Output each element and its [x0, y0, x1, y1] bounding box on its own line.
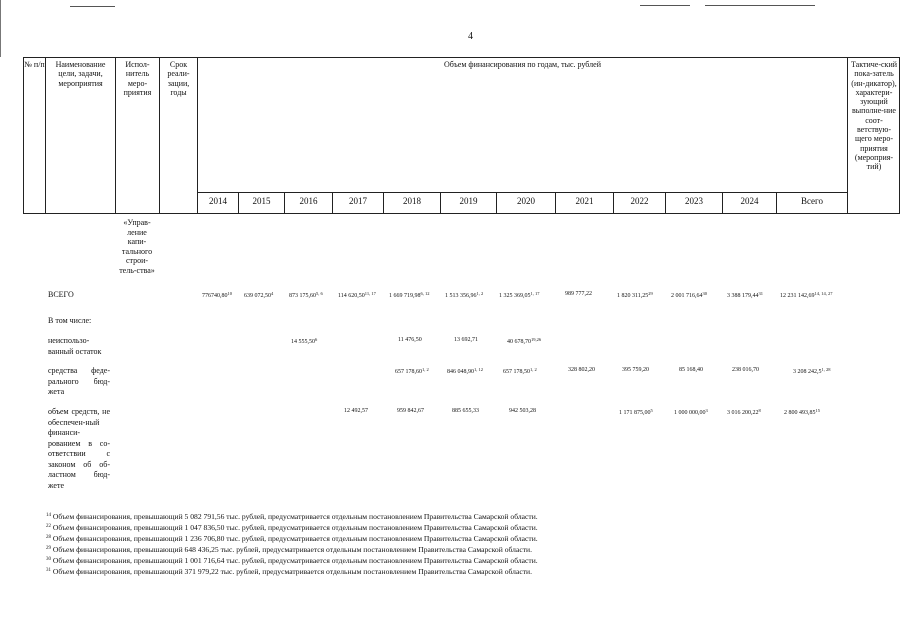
total-2024: 3 388 179,44$^{31}$ — [727, 291, 763, 299]
grid-v6 — [899, 57, 900, 214]
year-2023: 2023 — [685, 196, 703, 206]
federal-total: 3 208 242,5$^{1, 28}$ — [793, 367, 831, 375]
federal-2023: 85 168,40 — [679, 367, 703, 373]
federal-2021: 328 802,20 — [568, 367, 595, 373]
grid-v0 — [23, 57, 24, 214]
row-label-federal: средства феде-рального бюд-жета — [48, 366, 110, 396]
year-2019: 2019 — [459, 196, 478, 206]
total-2019: 1 513 356,96$^{1, 2}$ — [445, 291, 484, 299]
row-label-including: В том числе: — [48, 316, 92, 325]
total-2021: 989 777,22 — [565, 291, 592, 297]
header-volume: Объем финансирования по годам, тыс. рублей — [444, 60, 601, 69]
unsecured-2019: 885 655,33 — [452, 408, 479, 414]
footnotes — [46, 511, 538, 577]
federal-2019: 846 048,90$^{1, 12}$ — [447, 367, 483, 375]
unsecured-2017: 12 492,57 — [344, 408, 368, 414]
footnote: $^{28}$ Объем финансирования, превышающий 1 236 706,80 тыс. рублей, предусматривается отдельным постановлением Правительства Самарской области. — [46, 534, 538, 543]
row-label-unsecured: объем средств, не обеспечен-ный финанси-рованием в со-ответствии с законом об об-ластном бюд-жете — [48, 407, 110, 490]
footnote: $^{30}$ Объем финансирования, превышающий 1 001 716,64 тыс. рублей, предусматривается отдельным постановлением Правительства Самарской области. — [46, 556, 538, 565]
year-2015: 2015 — [252, 196, 271, 206]
header-indicator: Тактиче-ский пока-затель (ин-дикатор), характери-зующий выполне-ние соот-ветствую-щего меро-приятия (мероприя-тий) — [850, 60, 898, 172]
year-2022: 2022 — [630, 196, 649, 206]
total-2016: 873 175,60$^{5, 6}$ — [289, 291, 323, 299]
grid-v4 — [197, 57, 198, 214]
unsecured-2024: 3 016 200,22$^8$ — [727, 408, 761, 416]
year-2016: 2016 — [299, 196, 318, 206]
unsecured-2018: 959 842,67 — [397, 408, 424, 414]
year-2024: 2024 — [740, 196, 759, 206]
total-2017: 114 620,50$^{11, 17}$ — [338, 291, 376, 299]
year-total: Всего — [800, 196, 824, 206]
total-2014: 776740,80$^{10}$ — [202, 291, 232, 299]
footnote: $^{29}$ Объем финансирования, превышающий 648 436,25 тыс. рублей, предусматривается отдельным постановлением Правительства Самарской области. — [46, 545, 532, 554]
grid-bottom — [23, 213, 900, 214]
federal-2018: 657 178,60$^{1, 2}$ — [395, 367, 429, 375]
header-executor: Испол-нитель меро-приятия — [123, 60, 152, 97]
unsecured-2023: 1 000 000,00$^3$ — [674, 408, 708, 416]
total-2023: 2 001 716,64$^{30}$ — [671, 291, 707, 299]
unsecured-total: 2 800 493,85$^{15}$ — [784, 408, 820, 416]
grid-v3 — [159, 57, 160, 214]
year-2014: 2014 — [209, 196, 227, 206]
executor-name: «Управ-ление капи-тального строи-тель-ства» — [119, 218, 155, 275]
total-2015: 639 072,50$^4$ — [244, 291, 274, 299]
total-all: 12 231 142,69$^{14, 14, 27}$ — [780, 291, 833, 299]
header-number: № п/п — [24, 60, 45, 69]
row-label-total: ВСЕГО — [48, 290, 74, 299]
grid-v2 — [115, 57, 116, 214]
unsecured-2020: 942 503,28 — [509, 408, 536, 414]
footnote: $^{22}$ Объем финансирования, превышающий 1 047 836,50 тыс. рублей, предусматривается отдельным постановлением Правительства Самарской области. — [46, 523, 538, 532]
unused-2019: 13 692,71 — [454, 337, 478, 343]
top-rule-right — [640, 5, 690, 6]
federal-2020: 657 178,50$^{1, 2}$ — [503, 367, 537, 375]
total-2020: 1 325 369,05$^{1, 17}$ — [499, 291, 540, 299]
grid-v5 — [847, 57, 848, 214]
top-rule-right-2 — [705, 5, 815, 6]
left-margin-line — [0, 0, 1, 57]
total-2018: 1 669 719,98$^{6, 12}$ — [389, 291, 430, 299]
grid-v1 — [45, 57, 46, 214]
header-term: Срок реали-зации, годы — [167, 60, 190, 97]
row-label-unused: неиспользо-ванный остаток — [48, 336, 102, 356]
total-2022: 1 820 311,25$^{29}$ — [617, 291, 653, 299]
unused-2020: 40 678,70$^{19,26}$ — [507, 337, 542, 345]
federal-2024: 238 016,70 — [732, 367, 759, 373]
year-2021: 2021 — [575, 196, 594, 206]
year-2020: 2020 — [517, 196, 535, 206]
unused-2016: 14 555,50$^6$ — [291, 337, 318, 345]
unsecured-2022: 1 171 875,00$^5$ — [619, 408, 653, 416]
footnote: $^{14}$ Объем финансирования, превышающий 5 082 791,56 тыс. рублей, предусматривается отдельным постановлением Правительства Самарской области. — [46, 512, 538, 521]
header-name: Наименование цели, задачи, мероприятия — [55, 60, 106, 88]
federal-2022: 395 759,20 — [622, 367, 649, 373]
top-rule-left — [70, 6, 115, 7]
year-2017: 2017 — [349, 196, 367, 206]
grid-top — [23, 57, 900, 58]
page-number: 4 — [468, 31, 473, 42]
year-2018: 2018 — [403, 196, 421, 206]
grid-years-top — [197, 192, 847, 193]
footnote: $^{31}$ Объем финансирования, превышающий 371 979,22 тыс. рублей, предусматривается отдельным постановлением Правительства Самарской области. — [46, 567, 532, 576]
unused-2018: 11 476,50 — [398, 337, 422, 343]
